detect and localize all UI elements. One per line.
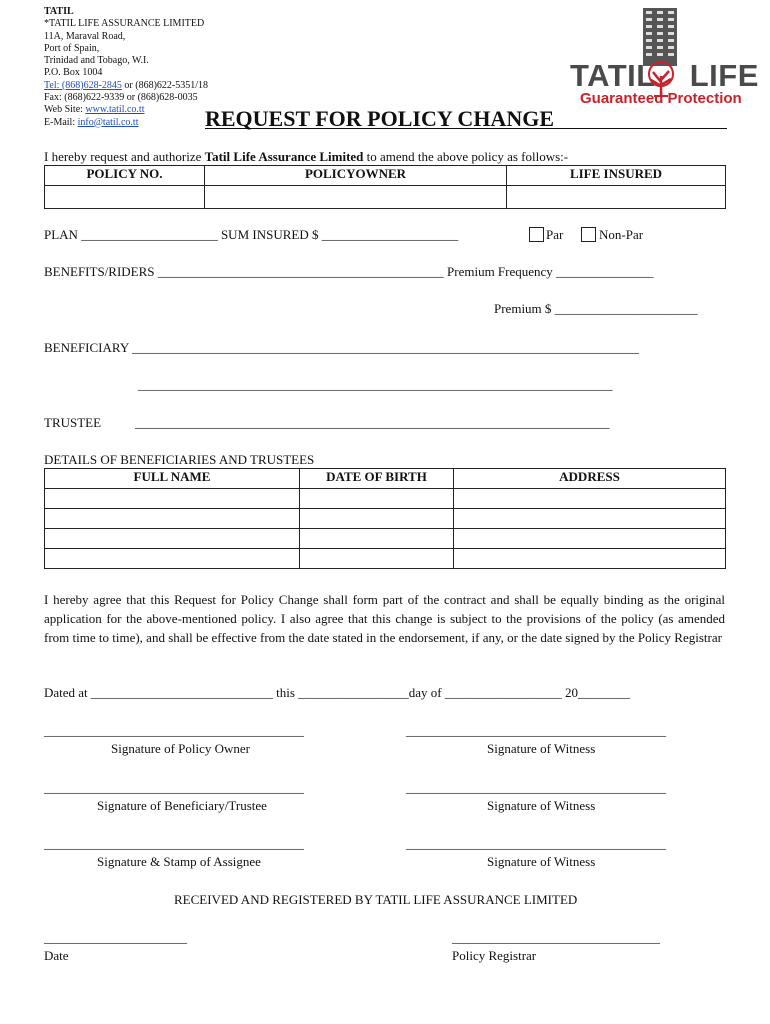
company-name: *TATIL LIFE ASSURANCE LIMITED [44, 18, 205, 30]
telephone [44, 80, 208, 92]
table-row [45, 489, 726, 509]
date-line[interactable]: ______________________ [44, 930, 187, 945]
website [44, 104, 208, 116]
address-cell[interactable] [454, 489, 726, 509]
life-insured-field[interactable] [507, 186, 726, 209]
registrar-label: Policy Registrar [452, 948, 537, 963]
address-line-1: 11A, Maraval Road, [44, 30, 126, 42]
header-address: ADDRESS [454, 469, 726, 489]
policy-table [44, 165, 726, 209]
benefits-riders-line[interactable]: BENEFITS/RIDERS ____________________________________________ Premium Frequency _______________ [44, 264, 654, 279]
intro-post: to amend the above policy as follows:- [363, 149, 569, 164]
dob-cell[interactable] [300, 509, 454, 529]
witness-signature-line-2[interactable]: ________________________________________ [406, 780, 666, 795]
table-row [45, 509, 726, 529]
registrar-line[interactable]: ________________________________ [452, 930, 660, 945]
header-policy-no: POLICY NO. [45, 166, 205, 186]
premium-line[interactable]: Premium $ ______________________ [494, 301, 698, 316]
beneficiaries-table [44, 468, 726, 569]
company-address-block [44, 6, 208, 129]
assignee-signature-label: Signature & Stamp of Assignee [97, 854, 261, 869]
logo-word-life: LIFE [689, 58, 759, 93]
par-checkbox[interactable] [529, 227, 544, 242]
address-cell[interactable] [454, 509, 726, 529]
intro-text [44, 149, 568, 165]
header-full-name: FULL NAME [45, 469, 300, 489]
witness-signature-line-1[interactable]: ________________________________________ [406, 723, 666, 738]
dated-line[interactable]: Dated at ____________________________ this _________________day of __________________ 20________ [44, 685, 631, 700]
page-title: REQUEST FOR POLICY CHANGE [205, 106, 554, 131]
email-label: E-Mail: [44, 116, 78, 128]
intro-pre: I hereby request and authorize [44, 149, 205, 164]
email-link[interactable]: info@tatil.co.tt [77, 116, 139, 128]
address-line-3: Trinidad and Tobago, W.I. [44, 55, 149, 67]
header-date-of-birth: DATE OF BIRTH [300, 469, 454, 489]
witness-signature-label-3: Signature of Witness [487, 854, 596, 869]
table-row [45, 529, 726, 549]
beneficiary-signature-line[interactable]: ________________________________________ [44, 780, 304, 795]
beneficiary-line-2[interactable]: _________________________________________________________________________ [138, 377, 613, 392]
dob-cell[interactable] [300, 529, 454, 549]
plan-line[interactable]: PLAN _____________________ SUM INSURED $ _____________________ [44, 227, 459, 242]
assignee-signature-line[interactable]: ________________________________________ [44, 836, 304, 851]
website-label: Web Site: [44, 104, 86, 116]
dob-cell[interactable] [300, 549, 454, 569]
title-underline [205, 128, 727, 129]
witness-signature-label-2: Signature of Witness [487, 798, 596, 813]
logo-tagline: Guaranteed Protection [580, 90, 742, 107]
intro-company: Tatil Life Assurance Limited [204, 149, 364, 164]
logo-word-tatil: TATIL [570, 58, 656, 93]
received-registered-heading: RECEIVED AND REGISTERED BY TATIL LIFE ASSURANCE LIMITED [174, 892, 578, 907]
trustee-label: TRUSTEE [44, 415, 102, 430]
date-label: Date [44, 948, 69, 963]
full-name-cell[interactable] [45, 549, 300, 569]
dob-cell[interactable] [300, 489, 454, 509]
policy-owner-signature-label: Signature of Policy Owner [111, 741, 251, 756]
witness-signature-line-3[interactable]: ________________________________________ [406, 836, 666, 851]
telephone-link[interactable]: Tel: (868)628-2845 [44, 79, 122, 91]
witness-signature-label-1: Signature of Witness [487, 741, 596, 756]
non-par-checkbox[interactable] [581, 227, 596, 242]
fax: Fax: (868)622-9339 or (868)628-0035 [44, 92, 198, 104]
email [44, 117, 208, 129]
policy-no-field[interactable] [45, 186, 205, 209]
company-short-name: TATIL [44, 6, 74, 17]
details-heading: DETAILS OF BENEFICIARIES AND TRUSTEES [44, 452, 315, 467]
beneficiary-line[interactable]: BENEFICIARY ______________________________________________________________________________ [44, 340, 639, 355]
header-policyowner: POLICYOWNER [205, 166, 507, 186]
policy-owner-signature-line[interactable]: ________________________________________ [44, 723, 304, 738]
full-name-cell[interactable] [45, 509, 300, 529]
po-box: P.O. Box 1004 [44, 67, 103, 79]
trustee-line[interactable]: _________________________________________________________________________ [135, 415, 610, 430]
table-row [45, 549, 726, 569]
address-cell[interactable] [454, 549, 726, 569]
address-line-2: Port of Spain, [44, 42, 100, 54]
beneficiary-signature-label: Signature of Beneficiary/Trustee [97, 798, 267, 813]
address-cell[interactable] [454, 529, 726, 549]
non-par-label: Non-Par [599, 227, 644, 242]
agreement-paragraph: I hereby agree that this Request for Policy Change shall form part of the contract and shall be equally binding as the original application for the above-mentioned policy. I also agree that this change is subject to the provisions of the policy (as amended from time to time), and shall be effective from the date stated in the endorsement, if any, or the date signed by the Policy Registrar [44, 592, 725, 645]
full-name-cell[interactable] [45, 489, 300, 509]
par-label: Par [546, 227, 564, 242]
full-name-cell[interactable] [45, 529, 300, 549]
policyowner-field[interactable] [205, 186, 507, 209]
website-link[interactable]: www.tatil.co.tt [85, 104, 145, 116]
telephone-alt: or (868)622-5351/18 [121, 79, 209, 91]
header-life-insured: LIFE INSURED [507, 166, 726, 186]
